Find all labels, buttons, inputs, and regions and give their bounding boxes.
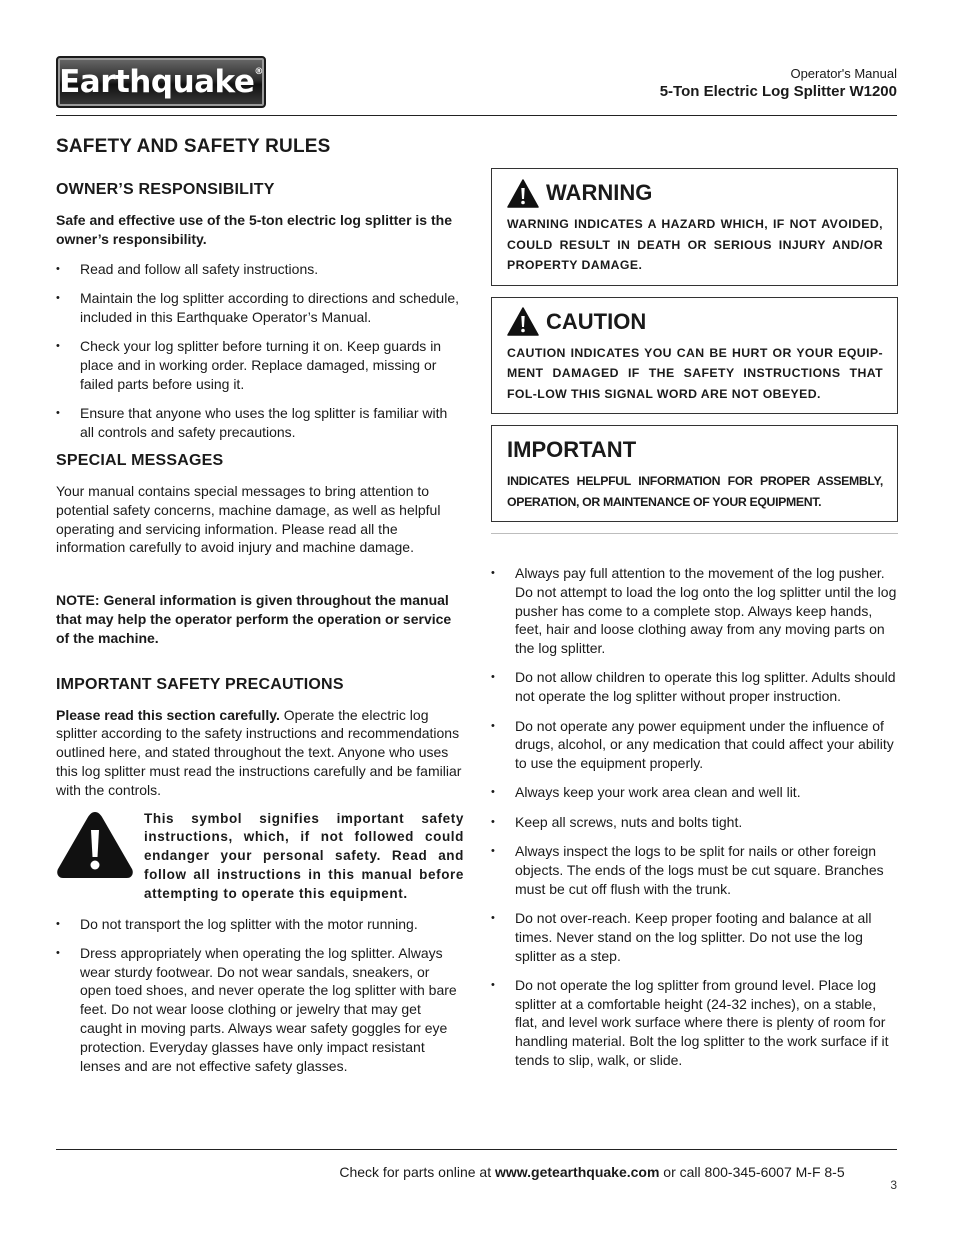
general-safety-list [491, 564, 898, 1070]
caution-text: CAUTION INDICATES YOU CAN BE HURT OR YOUR EQUIP-MENT DAMAGED IF THE SAFETY INSTRUCTIONS THAT FOL-LOW THIS SIGNAL WORD ARE NOT OBEYED. [507, 345, 883, 401]
list-item: • Maintain the log splitter according to directions and schedule, included in this Earthquake Operator’s Manual. [56, 289, 464, 327]
list-item: • Dress appropriately when operating the log splitter. Always wear sturdy footwear. Do not wear sandals, sneakers, or open toed shoes, and never operate the log splitter with bare feet. Do not wear loose clothing or jewelry that may get caught in moving parts. Always wear safety goggles for eye protection. Everyday glasses have only impact resistant lenses and are not effective safety glasses. [56, 944, 464, 1076]
logo-registered-mark: ® [254, 67, 263, 77]
list-item: • Always inspect the logs to be split for nails or other foreign objects. The ends of the logs must be cut square. Branches must be cut off flush with the trunk. [491, 842, 898, 898]
list-item: • Do not operate any power equipment under the influence of drugs, alcohol, or any medication that could affect your ability to use the equipment properly. [491, 717, 898, 773]
caution-title [507, 305, 883, 339]
earthquake-logo [56, 56, 266, 108]
list-item: • Do not operate the log splitter from ground level. Place log splitter at a comfortable height (24-32 inches), on a stable, flat, and level work surface where there is plenty of room for handling material. Bolt the log splitter to the work surface if it tends to slip, walk, or slide. [491, 976, 898, 1070]
footer [0, 1164, 954, 1180]
header-divider [56, 115, 897, 116]
safety-symbol-row [56, 810, 464, 904]
footer-divider [56, 1149, 897, 1150]
page-number: 3 [890, 1178, 897, 1192]
list-item: • Read and follow all safety instructions. [56, 260, 464, 279]
important-box [491, 425, 898, 522]
hazard-exclamation-icon [56, 810, 134, 880]
list-item: • Do not transport the log splitter with the motor running. [56, 915, 464, 934]
logo-text: Earthquake [59, 64, 255, 100]
left-column [56, 136, 464, 1086]
list-item: • Check your log splitter before turning it on. Keep guards in place and in working order. Replace damaged, missing or failed parts before using it. [56, 337, 464, 393]
safety-precautions-heading: IMPORTANT SAFETY PRECAUTIONS [56, 675, 344, 693]
footer-suffix: or call 800-345-6007 M-F 8-5 [659, 1164, 845, 1180]
warning-title-text: WARNING [546, 180, 653, 205]
note-text: NOTE: General information is given throughout the manual that may help the operator perform the operation or service of the machine. [56, 592, 452, 646]
list-item: • Keep all screws, nuts and bolts tight. [491, 813, 898, 832]
owner-list [56, 260, 464, 442]
caution-title-text: CAUTION [546, 308, 647, 334]
warning-triangle-icon [507, 307, 539, 336]
owner-responsibility-heading: OWNER’S RESPONSIBILITY [56, 181, 275, 198]
list-item: • Always keep your work area clean and well lit. [491, 783, 898, 802]
warning-text: WARNING INDICATES A HAZARD WHICH, IF NOT AVOIDED, COULD RESULT IN DEATH OR SERIOUS INJURY AND/OR PROPERTY DAMAGE. [507, 217, 883, 272]
owner-intro: Safe and effective use of the 5-ton electric log splitter is the owner’s responsibility. [56, 212, 452, 247]
footer-url-link[interactable]: www.getearthquake.com [495, 1164, 660, 1180]
list-item: • Do not allow children to operate this log splitter. Adults should not operate the log splitter without proper instruction. [491, 668, 898, 706]
precautions-list [56, 915, 464, 1076]
right-column [491, 168, 898, 1080]
header-titles [660, 66, 897, 102]
footer-text [339, 1164, 844, 1180]
caution-box [491, 297, 898, 415]
product-title: 5-Ton Electric Log Splitter W1200 [659, 83, 897, 100]
safety-symbol-text: This symbol signifies important safety instructions, which, if not followed could endanger your personal safety. Read and follow all instructions in this manual before attempting to operate this equipment. [144, 810, 464, 901]
warning-title [507, 176, 883, 210]
section-title: SAFETY AND SAFETY RULES [56, 136, 331, 157]
warning-triangle-icon [507, 179, 539, 208]
special-messages-body: Your manual contains special messages to bring attention to potential safety concerns, machine damage, as well as helpful operating and servicing information. Please read all the information carefully to avoid injury and machine damage. [56, 482, 441, 556]
list-item: • Always pay full attention to the movement of the log pusher. Do not attempt to load the log onto the log splitter until the log pusher has come to a complete stop. Always keep hands, feet, hair and loose clothing away from any moving parts on the log splitter. [491, 564, 898, 658]
list-item: • Ensure that anyone who uses the log splitter is familiar with all controls and safety precautions. [56, 404, 464, 442]
special-messages-heading: SPECIAL MESSAGES [56, 451, 224, 469]
important-text: INDICATES HELPFUL INFORMATION FOR PROPER ASSEMBLY, OPERATION, OR MAINTENANCE OF YOUR EQUIPMENT. [507, 474, 883, 509]
precautions-lead-bold: Please read this section carefully. [56, 706, 280, 723]
right-divider [491, 533, 898, 534]
list-item: • Do not over-reach. Keep proper footing and balance at all times. Never stand on the log splitter. Do not use the log splitter as a step. [491, 909, 898, 965]
important-title: IMPORTANT [507, 437, 637, 462]
precautions-lead-rest: Operate the electric log splitter according to the safety instructions and recommendations outlined here, and stated throughout the text. Anyone who uses this log splitter must read the instructions carefully and be familiar with the controls. [56, 706, 462, 798]
precautions-lead [56, 706, 464, 800]
footer-prefix: Check for parts online at [339, 1164, 495, 1180]
manual-label: Operator's Manual [790, 66, 897, 81]
warning-box [491, 168, 898, 286]
